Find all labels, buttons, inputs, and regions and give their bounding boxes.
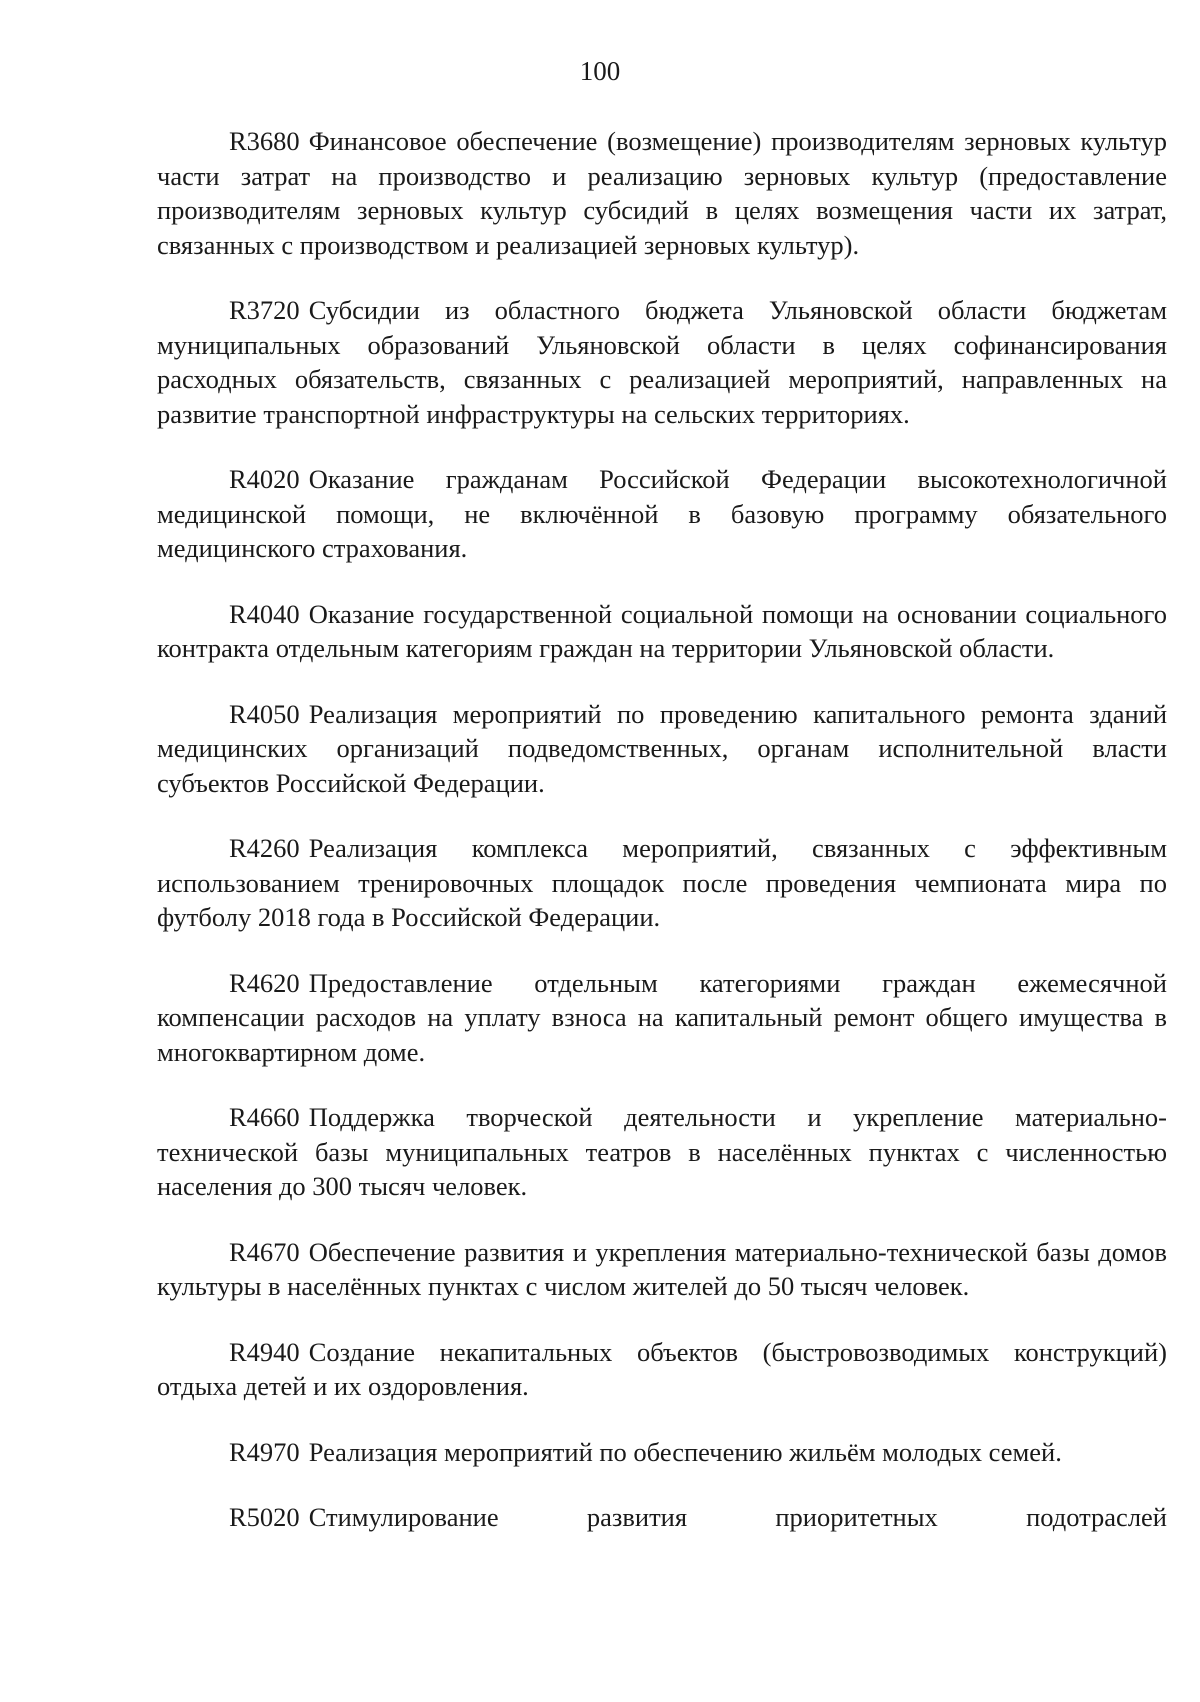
entry-code: R4670: [229, 1236, 300, 1267]
entry-code: R4260: [229, 833, 300, 863]
entry-text: Стимулирование развития приоритетных подотраслей: [308, 1502, 1167, 1532]
entry-code: R4040: [229, 598, 300, 629]
entry-text: Предоставление отдельным категориями граждан ежемесячной компенсации расходов на уплату взноса на капитальный ремонт общего имущества в многоквартирном доме.: [157, 967, 1167, 1067]
entry-text: Создание некапитальных объектов (быстровозводимых конструкций) отдыха детей и их оздоровления.: [157, 1336, 1167, 1401]
entry-code: R4970: [229, 1436, 300, 1467]
entry-text: Оказание гражданам Российской Федерации высокотехнологичной медицинской помощи, не включённой в базовую программу обязательного медицинского страхования.: [157, 464, 1167, 563]
entry-text: Реализация мероприятий по обеспечению жильём молодых семей.: [308, 1436, 1062, 1467]
entry-text: Финансовое обеспечение (возмещение) производителям зерновых культур части затрат на производство и реализацию зерновых культур (предоставление производителям зерновых культур субсидий в целях возмещения части их затрат, связанных с производством и реализацией зерновых культур).: [157, 126, 1167, 260]
entry-text: Поддержка творческой деятельности и укрепление материально-технической базы муниципальных театров в населённых пунктах с численностью населения до 300 тысяч человек.: [157, 1102, 1167, 1201]
entry-list: [157, 124, 1167, 1566]
entry-r4970: [157, 1435, 1167, 1470]
entry-r3720: [157, 293, 1167, 431]
entry-code: R4020: [229, 464, 300, 494]
entry-code: R3720: [229, 295, 300, 325]
entry-code: R4660: [229, 1102, 300, 1132]
entry-r5020: [157, 1500, 1167, 1535]
entry-r4660: [157, 1100, 1167, 1204]
entry-r4620: [157, 966, 1167, 1070]
entry-code: R4050: [229, 698, 300, 729]
entry-text: Реализация комплекса мероприятий, связанных с эффективным использованием тренировочных площадок после проведения чемпионата мира по футболу 2018 года в Российской Федерации.: [157, 833, 1167, 932]
entry-code: R4620: [229, 967, 300, 998]
entry-r4670: [157, 1235, 1167, 1304]
entry-r4260: [157, 831, 1167, 935]
entry-r4020: [157, 462, 1167, 566]
entry-text: Субсидии из областного бюджета Ульяновской области бюджетам муниципальных образований Ульяновской области в целях софинансирования расходных обязательств, связанных с реализацией мероприятий, направленных на развитие транспортной инфраструктуры на сельских территориях.: [157, 295, 1167, 429]
entry-text: Обеспечение развития и укрепления материально-технической базы домов культуры в населённых пунктах с числом жителей до 50 тысяч человек.: [157, 1236, 1167, 1301]
entry-r3680: [157, 124, 1167, 262]
entry-r4940: [157, 1335, 1167, 1404]
page-number: 100: [579, 56, 621, 86]
entry-code: R3680: [229, 126, 300, 156]
entry-r4050: [157, 697, 1167, 801]
entry-text: Оказание государственной социальной помощи на основании социального контракта отдельным категориям граждан на территории Ульяновской области.: [157, 598, 1167, 663]
entry-code: R5020: [229, 1502, 300, 1532]
entry-code: R4940: [229, 1336, 300, 1367]
entry-text: Реализация мероприятий по проведению капитального ремонта зданий медицинских организаций подведомственных, органам исполнительной власти субъектов Российской Федерации.: [157, 698, 1167, 798]
entry-r4040: [157, 597, 1167, 666]
